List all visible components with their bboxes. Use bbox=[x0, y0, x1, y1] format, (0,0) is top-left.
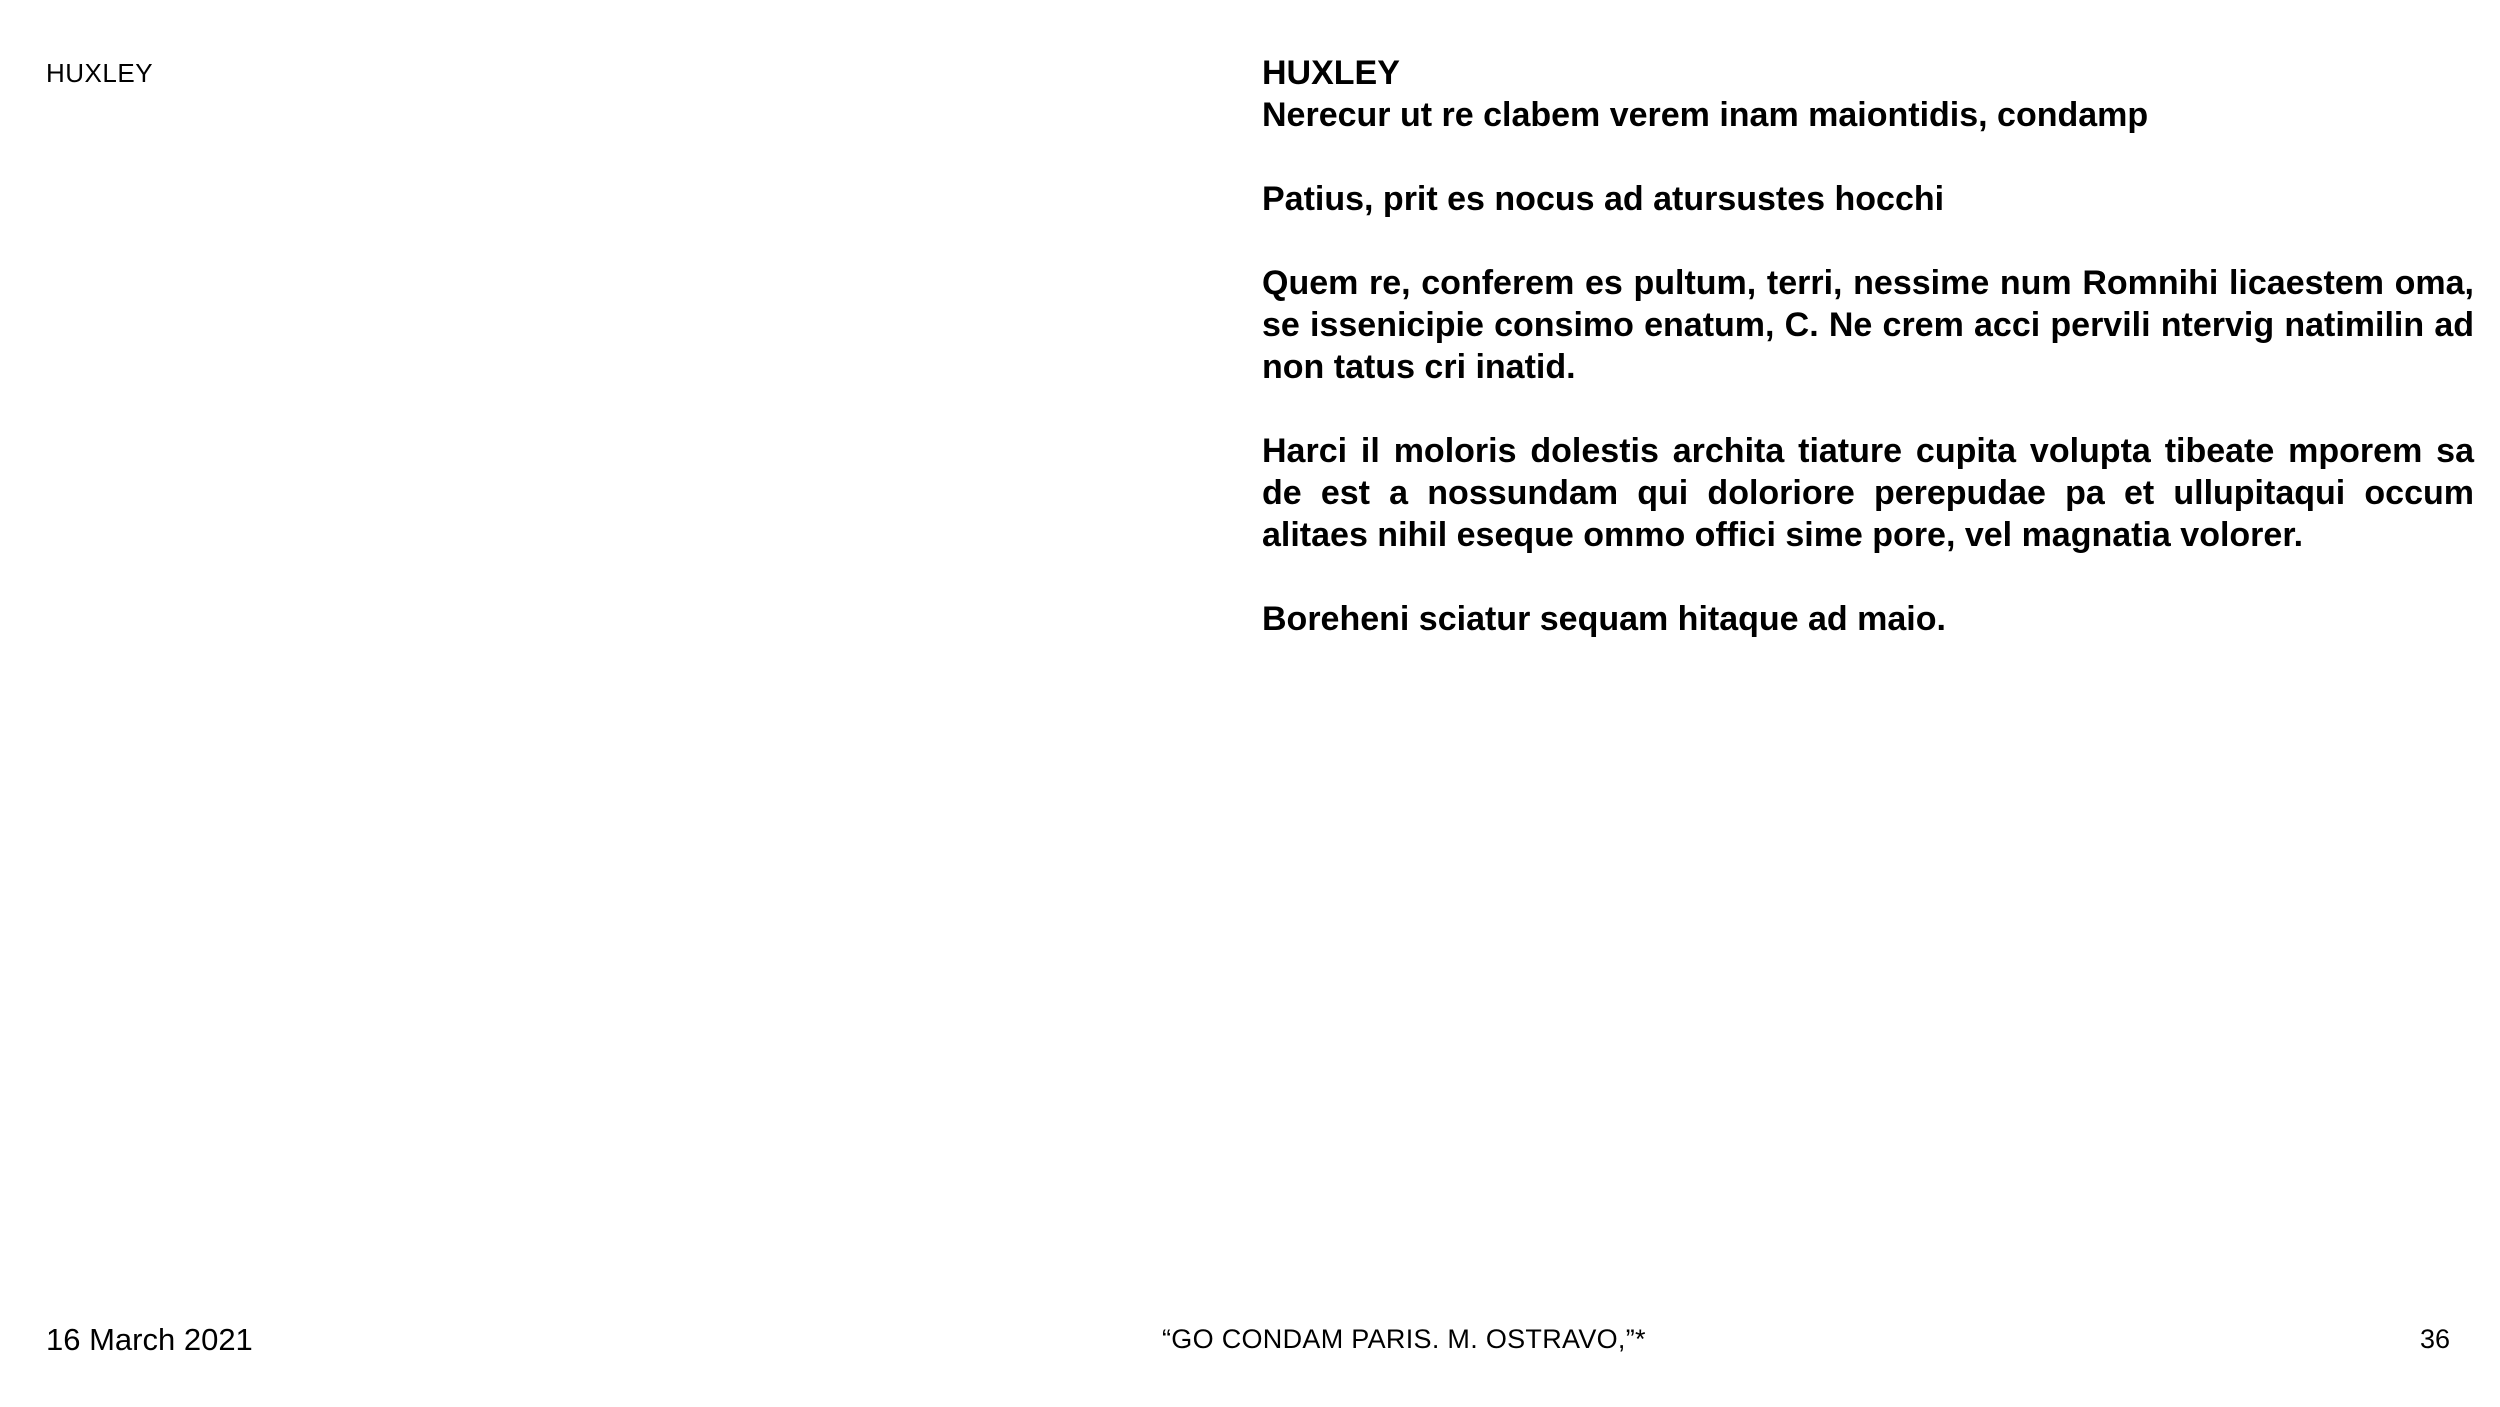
footer-title: “GO CONDAM PARIS. M. OSTRAVO,”* bbox=[1162, 1324, 1646, 1354]
page-number: 36 bbox=[2419, 1324, 2450, 1354]
article-body bbox=[1262, 52, 2474, 682]
article-subtitle: Nerecur ut re clabem verem inam maiontidis, condamp bbox=[1262, 96, 2149, 134]
article-title: HUXLEY bbox=[1262, 54, 1400, 92]
paragraph-4: Boreheni sciatur sequam hitaque ad maio. bbox=[1262, 600, 1946, 638]
paragraph-2: Quem re, conferem es pultum, terri, nessime num Romnihi licaestem oma, se issenicipie consimo enatum, C. Ne crem acci pervili ntervig natimilin ad non tatus cri inatid. bbox=[1262, 264, 2474, 386]
footer-date: 16 March 2021 bbox=[46, 1322, 253, 1357]
corner-label: HUXLEY bbox=[46, 58, 154, 88]
paragraph-3: Harci il moloris dolestis architа tiature cupita volupta tibeate mporem sa de est a nossundam qui doloriore perepudae pa et ullupitaqui occum alitaes nihil eseque ommo offici sime pore, vel magnatia volorer. bbox=[1262, 432, 2474, 554]
paragraph-1: Patius, prit es nocus ad atursustes hocchi bbox=[1262, 180, 1945, 218]
